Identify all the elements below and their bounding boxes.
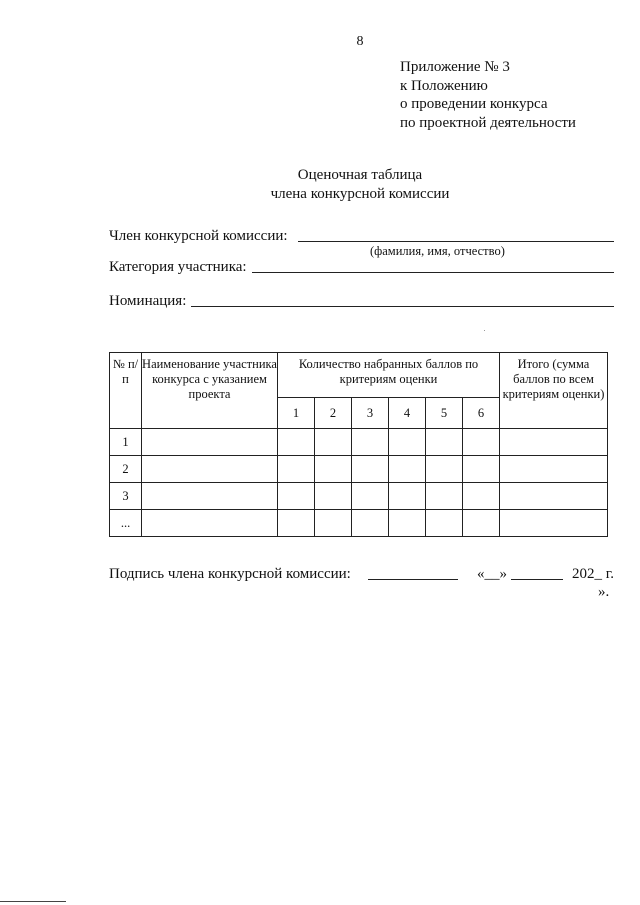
- score-cell[interactable]: [278, 483, 315, 510]
- nomination-field[interactable]: [191, 306, 614, 307]
- score-cell[interactable]: [352, 456, 389, 483]
- appendix-line: Приложение № 3: [400, 59, 510, 75]
- appendix-line: о проведении конкурса: [400, 96, 548, 112]
- appendix-line: по проектной деятельности: [400, 114, 576, 131]
- participant-cell[interactable]: [142, 429, 278, 456]
- header-total: Итого (сумма баллов по всем критериям оценки): [500, 353, 608, 429]
- score-cell[interactable]: [389, 456, 426, 483]
- row-number: ...: [110, 510, 142, 537]
- row-number: 1: [110, 429, 142, 456]
- appendix-reference: [400, 58, 576, 132]
- table-row: [110, 510, 608, 537]
- appendix-line: к Положению: [400, 77, 488, 94]
- score-cell[interactable]: [389, 510, 426, 537]
- criterion-3: 3: [352, 398, 389, 429]
- member-name-field[interactable]: [298, 241, 614, 242]
- score-cell[interactable]: [463, 510, 500, 537]
- score-table: [109, 352, 608, 537]
- score-cell[interactable]: [352, 510, 389, 537]
- document-title: [0, 166, 640, 204]
- score-cell[interactable]: [463, 429, 500, 456]
- member-label: Член конкурсной комиссии:: [109, 228, 288, 244]
- score-cell[interactable]: [315, 456, 352, 483]
- score-cell[interactable]: [426, 456, 463, 483]
- participant-cell[interactable]: [142, 483, 278, 510]
- total-cell[interactable]: [500, 483, 608, 510]
- category-field[interactable]: [252, 272, 614, 273]
- row-number: 3: [110, 483, 142, 510]
- page-number: 8: [356, 34, 364, 49]
- score-cell[interactable]: [352, 483, 389, 510]
- score-cell[interactable]: [426, 510, 463, 537]
- total-cell[interactable]: [500, 429, 608, 456]
- member-hint: (фамилия, имя, отчество): [370, 244, 505, 258]
- criterion-1: 1: [278, 398, 315, 429]
- table-row: [110, 456, 608, 483]
- title-line-1: Оценочная таблица: [297, 167, 423, 183]
- participant-cell[interactable]: [142, 510, 278, 537]
- criterion-5: 5: [426, 398, 463, 429]
- total-cell[interactable]: [500, 456, 608, 483]
- title-line-2: члена конкурсной комиссии: [270, 186, 450, 202]
- date-year: 202_ г.: [572, 566, 614, 582]
- header-participant: Наименование участника конкурса с указанием проекта: [142, 353, 278, 429]
- nomination-label: Номинация:: [109, 293, 187, 309]
- score-cell[interactable]: [315, 429, 352, 456]
- header-number: № п/п: [110, 353, 142, 429]
- total-cell[interactable]: [500, 510, 608, 537]
- signature-label: Подпись члена конкурсной комиссии:: [109, 566, 351, 582]
- criterion-4: 4: [389, 398, 426, 429]
- score-cell[interactable]: [315, 510, 352, 537]
- score-cell[interactable]: [426, 429, 463, 456]
- row-number: 2: [110, 456, 142, 483]
- date-month-field[interactable]: [511, 579, 563, 580]
- criterion-6: 6: [463, 398, 500, 429]
- score-cell[interactable]: [278, 429, 315, 456]
- table-row: [110, 429, 608, 456]
- date-day: «__»: [477, 566, 507, 582]
- table-row: [110, 483, 608, 510]
- score-cell[interactable]: [315, 483, 352, 510]
- score-cell[interactable]: [278, 510, 315, 537]
- score-cell[interactable]: [463, 456, 500, 483]
- scan-speck: [484, 330, 485, 331]
- score-cell[interactable]: [389, 483, 426, 510]
- signature-field[interactable]: [368, 579, 458, 580]
- score-cell[interactable]: [278, 456, 315, 483]
- date-close: ».: [598, 584, 610, 600]
- participant-cell[interactable]: [142, 456, 278, 483]
- footnote-rule: [0, 901, 66, 902]
- header-scores: Количество набранных баллов по критериям оценки: [278, 353, 500, 398]
- score-cell[interactable]: [426, 483, 463, 510]
- score-cell[interactable]: [352, 429, 389, 456]
- score-cell[interactable]: [389, 429, 426, 456]
- category-label: Категория участника:: [109, 259, 247, 275]
- criterion-2: 2: [315, 398, 352, 429]
- score-cell[interactable]: [463, 483, 500, 510]
